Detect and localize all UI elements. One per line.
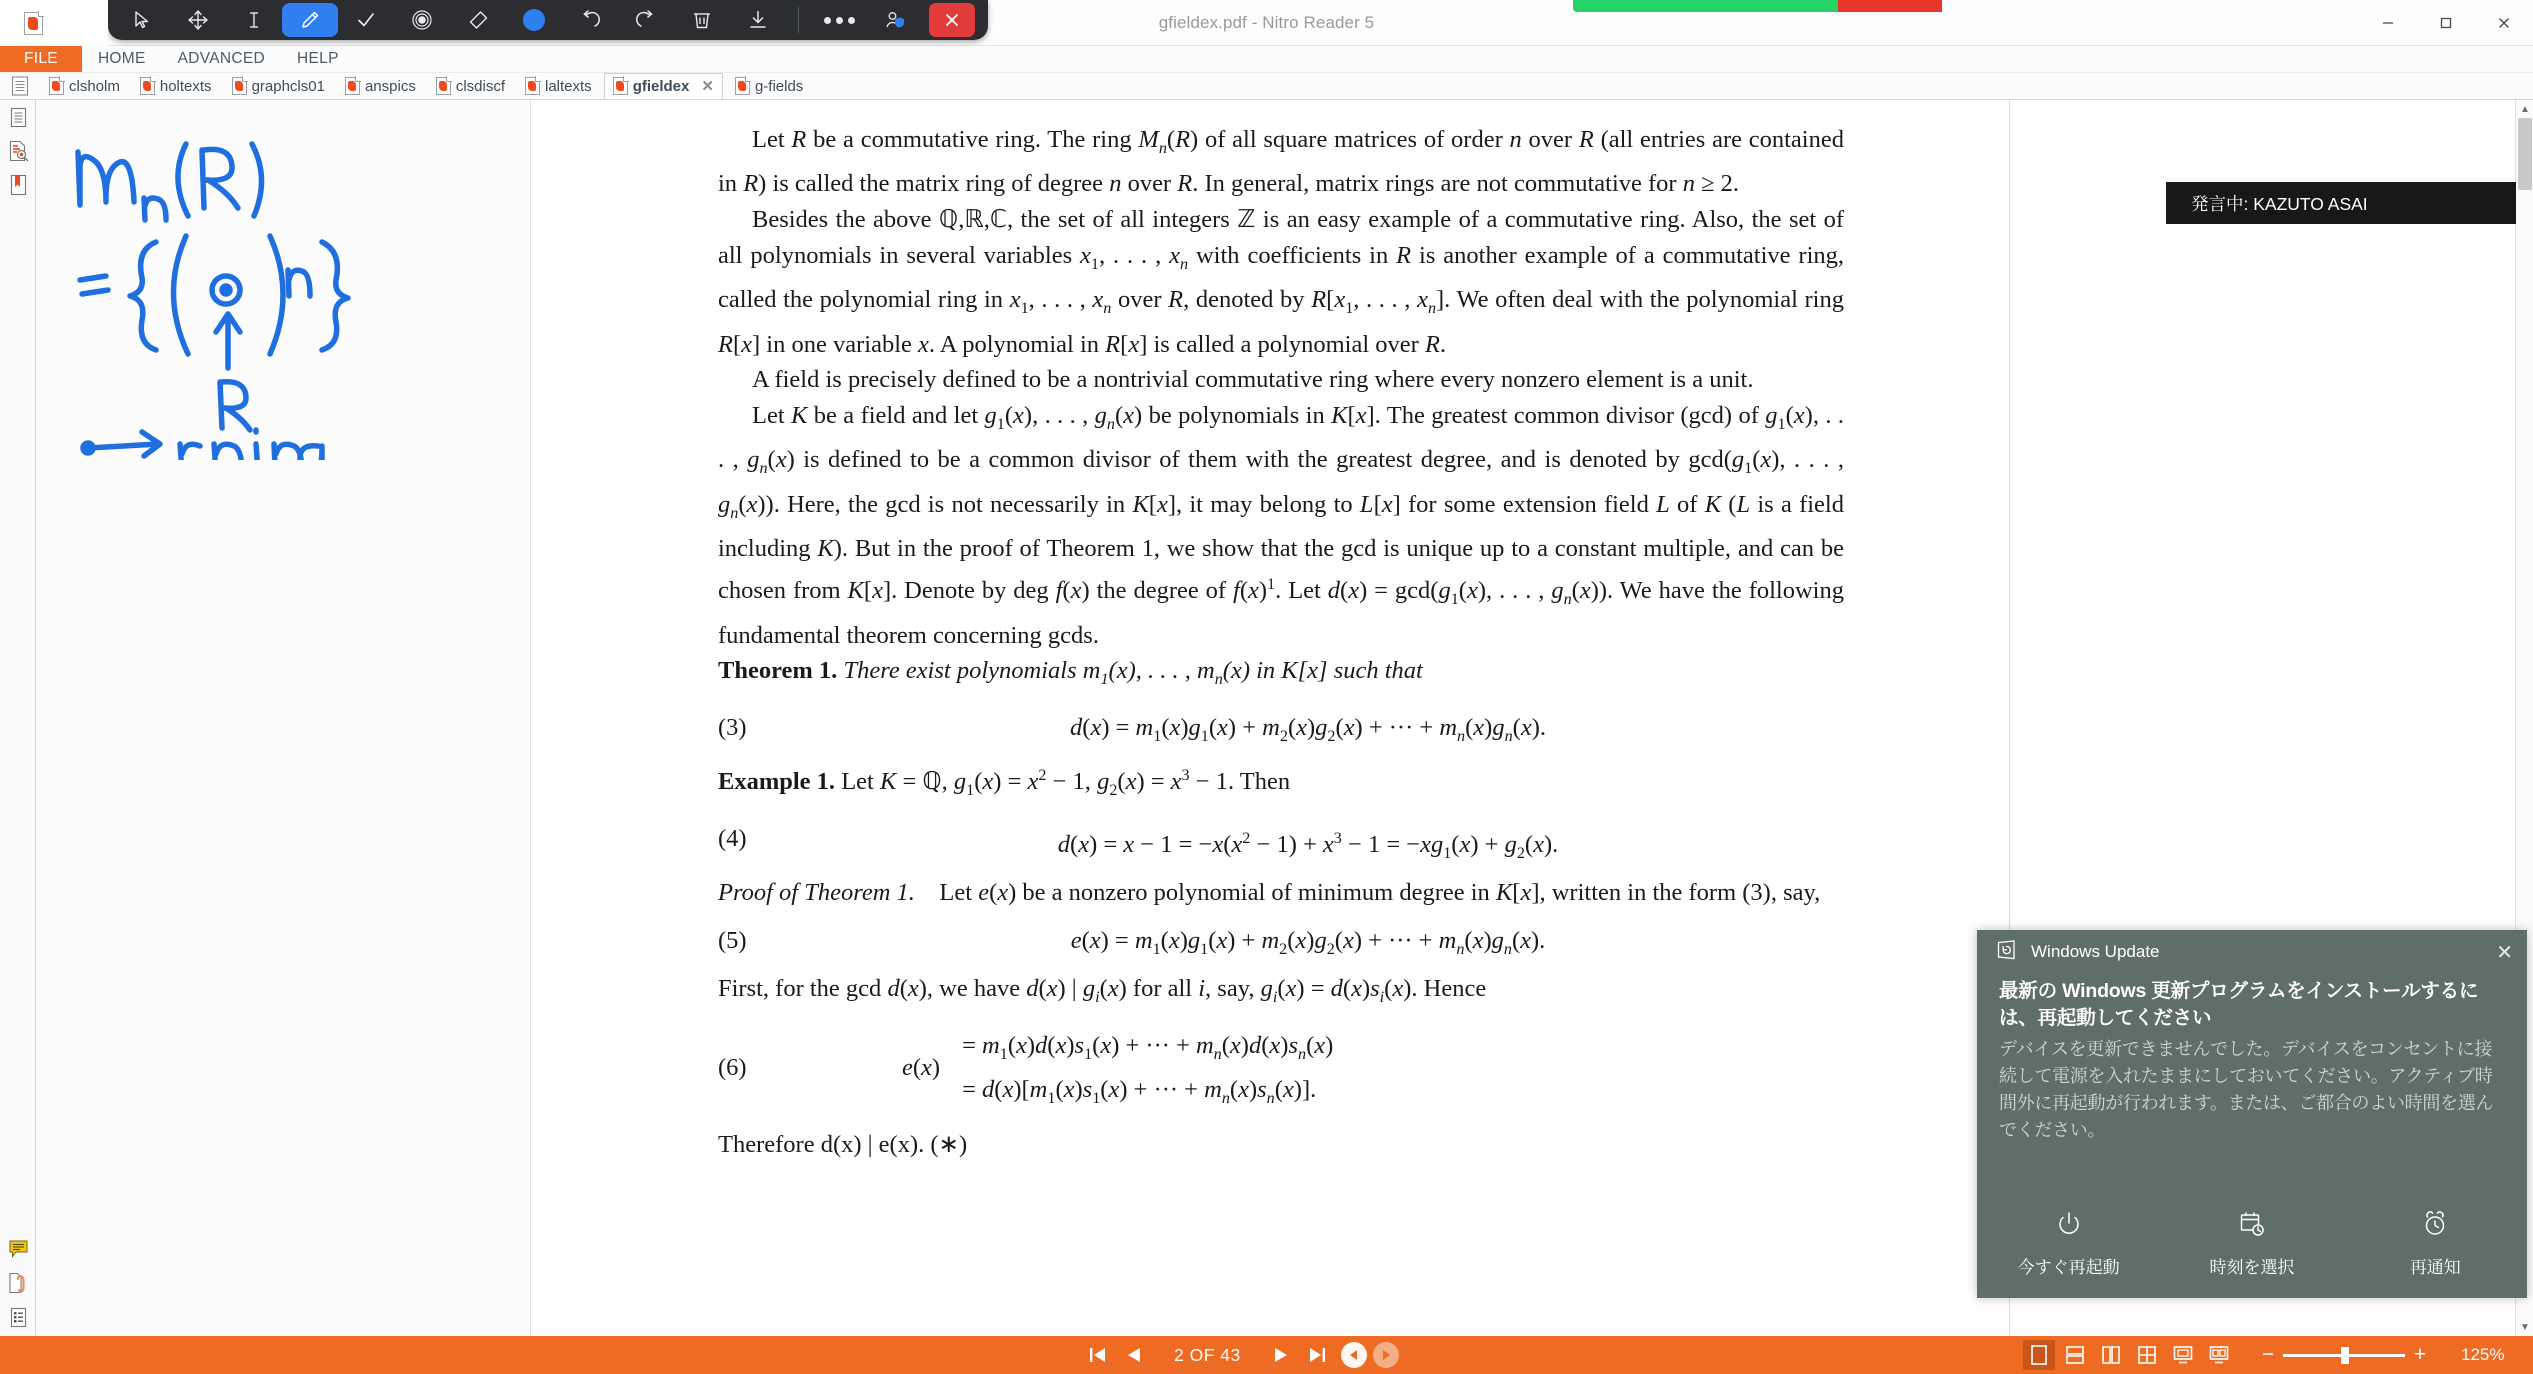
- checkmark-icon[interactable]: [338, 3, 394, 37]
- pdf-file-icon: [49, 77, 64, 95]
- grid-view-button[interactable]: [2131, 1340, 2163, 1370]
- window-title: gfieldex.pdf - Nitro Reader 5: [1158, 13, 1375, 32]
- zoom-slider-group[interactable]: [2253, 1343, 2435, 1367]
- doc-tab-clsholm[interactable]: [41, 73, 128, 99]
- menu-item-file[interactable]: FILE: [0, 46, 82, 72]
- doc-tab-label: anspics: [364, 77, 416, 95]
- zoom-knob[interactable]: [2341, 1347, 2349, 1364]
- zoom-track[interactable]: [2283, 1354, 2405, 1357]
- doc-tab-label: clsholm: [69, 77, 120, 95]
- document-tabbar[interactable]: [0, 73, 2533, 100]
- pen-icon[interactable]: [282, 3, 338, 37]
- doc-tab-label: clsdiscf: [455, 77, 505, 95]
- windows-update-toast[interactable]: [1977, 930, 2527, 1298]
- toolbar-divider: [798, 7, 799, 33]
- theorem-label: Theorem 1.: [718, 657, 838, 685]
- zoom-in-button[interactable]: +: [2413, 1343, 2427, 1366]
- trash-icon[interactable]: [674, 3, 730, 37]
- theorem-statement: Theorem 1. There exist polynomials $m_1(x)$, . . . , $m_n(x)$ in K[x] such that: [718, 657, 1423, 688]
- page-navigation-group[interactable]: [1080, 1336, 1399, 1374]
- fit-width-view-button[interactable]: [2167, 1340, 2199, 1370]
- continuous-view-button[interactable]: [2059, 1340, 2091, 1370]
- toast-snooze-button[interactable]: [2360, 1209, 2510, 1290]
- maximize-button[interactable]: [2417, 0, 2475, 46]
- doc-tab-label: g-fields: [754, 77, 804, 95]
- doc-paragraph: First, for the gcd d(x), we have d(x) | $g_i(x)$ for all i, say, $g_i(x) = d(x)s_i(x)$. Hence: [718, 975, 1487, 1007]
- doc-paragraph: Let R be a commutative ring. The ring $M_n(R)$ of all square matrices of order n over R (all entries are contained in R) is called the matrix ring of degree n over R. In general, matrix rings are not commutative for n ≥ 2.: [718, 126, 1844, 198]
- toast-header: [1977, 930, 2527, 974]
- pdf-text-content: [718, 122, 1844, 1162]
- active-speaker-overlay: [2166, 182, 2516, 224]
- windows-update-icon: [1997, 940, 2019, 965]
- proof-statement: Proof of Theorem 1. Let e(x) be a nonzero polynomial of minimum degree in K[x], written in the form (3), say,: [718, 879, 1821, 907]
- navigate-forward-button[interactable]: [1373, 1342, 1399, 1368]
- example-statement: Example 1. Let K = ℚ, $g_1(x) = x^2 - 1$, $g_2(x) = x^3 - 1$. Then: [718, 767, 1291, 800]
- navigate-back-button[interactable]: [1341, 1342, 1367, 1368]
- doc-tab-label: graphcls01: [251, 77, 325, 95]
- recording-indicator-red: [1838, 0, 1942, 12]
- close-icon[interactable]: [929, 3, 975, 37]
- doc-tab-label: holtexts: [159, 77, 212, 95]
- doc-tab-label: laltexts: [545, 77, 592, 95]
- equation-number: (5): [718, 926, 747, 954]
- menu-item-home[interactable]: HOME: [97, 50, 146, 67]
- doc-paragraph: A field is precisely defined to be a nontrivial commutative ring where every nonzero element is a unit.: [752, 366, 1754, 394]
- doc-tab-gfieldex[interactable]: [604, 73, 723, 99]
- menu-item-advanced[interactable]: ADVANCED: [177, 50, 266, 67]
- equation-body: $e(x) = m_1(x)g_1(x) + m_2(x)g_2(x)$ + ··· + $m_n(x)g_n(x)$.: [1070, 926, 1546, 958]
- doc-tab-anspics[interactable]: [337, 73, 424, 99]
- window-controls: [2359, 0, 2533, 46]
- nitro-logo-icon: [24, 12, 43, 35]
- pdf-file-icon: [345, 77, 360, 95]
- first-page-button[interactable]: [1080, 1336, 1116, 1374]
- scroll-down-arrow[interactable]: ▼: [2520, 1321, 2530, 1333]
- equation-number: (6): [718, 1053, 747, 1081]
- scroll-up-arrow[interactable]: ▲: [2520, 103, 2530, 115]
- equation-body: $d(x) = m_1(x)g_1(x) + m_2(x)g_2(x)$ + ··· + $m_n(x)g_n(x)$.: [1070, 713, 1546, 745]
- example-label: Example 1.: [718, 768, 836, 796]
- doc-tab-clsdiscf[interactable]: [428, 73, 513, 99]
- toast-app-name: Windows Update: [2031, 942, 2160, 961]
- pdf-file-icon: [436, 77, 451, 95]
- page-indicator[interactable]: 2 OF 43: [1174, 1344, 1241, 1365]
- toast-description: デバイスを更新できませんでした。デバイスをコンセントに接続して電源を入れたままにしておいてください。アクティブ時間外に再起動が行われます。または、ご都合のよい時間を選んでください。: [1999, 1039, 2494, 1140]
- more-dots-icon[interactable]: [811, 3, 867, 37]
- minimize-button[interactable]: [2359, 0, 2417, 46]
- pdf-file-icon: [525, 77, 540, 95]
- tab-list-icon[interactable]: [3, 73, 37, 99]
- layers-icon[interactable]: [0, 1300, 36, 1334]
- left-navigation-rail[interactable]: [0, 100, 36, 1336]
- attachments-icon[interactable]: [0, 1266, 36, 1300]
- doc-tab-close-icon[interactable]: ✕: [701, 78, 714, 95]
- zoom-level-value[interactable]: 125%: [2461, 1345, 2505, 1364]
- two-page-view-button[interactable]: [2095, 1340, 2127, 1370]
- proof-label: Proof of Theorem 1.: [718, 879, 915, 907]
- download-icon[interactable]: [730, 3, 786, 37]
- equation-number: (3): [718, 713, 747, 741]
- alarm-clock-icon: [2420, 1209, 2450, 1244]
- eraser-icon[interactable]: [450, 3, 506, 37]
- redo-icon[interactable]: [618, 3, 674, 37]
- toast-body: [1977, 974, 2527, 1144]
- zoom-out-button[interactable]: −: [2261, 1343, 2275, 1366]
- equation-body: $d(x) = x - 1 = -x(x^2 - 1) + x^3 - 1 = -xg_1(x) + g_2(x)$.: [1057, 829, 1559, 862]
- person-shield-icon[interactable]: [867, 3, 923, 37]
- toast-pick-time-button[interactable]: [2177, 1209, 2327, 1290]
- menu-item-help[interactable]: HELP: [297, 50, 339, 67]
- equation-number: (4): [718, 824, 747, 852]
- closing-line: Therefore d(x) | e(x). (∗): [718, 1130, 968, 1158]
- calendar-clock-icon: [2237, 1209, 2267, 1244]
- last-page-button[interactable]: [1299, 1336, 1335, 1374]
- ribbon-menubar[interactable]: [0, 46, 2533, 73]
- doc-tab-graphcls01[interactable]: [224, 73, 333, 99]
- equation-5: [718, 923, 1844, 967]
- fit-page-view-button[interactable]: [2203, 1340, 2235, 1370]
- toast-action-label: 時刻を選択: [2209, 1258, 2295, 1277]
- bookmarks-icon[interactable]: [0, 168, 36, 202]
- toast-actions[interactable]: [1977, 1209, 2527, 1290]
- search-document-icon[interactable]: [0, 134, 36, 168]
- text-cursor-icon[interactable]: [226, 3, 282, 37]
- active-speaker-label: 発言中: KAZUTO ASAI: [2191, 193, 2368, 214]
- close-window-button[interactable]: [2475, 0, 2533, 46]
- equation-body: e(x) = $m_1(x)d(x)s_1(x)$ + ··· + $m_n(x)d(x)s_n(x)$ = $d(x)[m_1(x)s_1(x)$ + ··· + $m_n(x)s_n(x)$].: [902, 1031, 1334, 1108]
- left-rail-bottom-group[interactable]: [0, 1232, 36, 1334]
- pdf-file-icon: [613, 77, 628, 95]
- pdf-file-icon: [140, 77, 155, 95]
- toast-action-label: 今すぐ再起動: [2017, 1258, 2120, 1277]
- view-controls-group[interactable]: [2023, 1340, 2521, 1370]
- doc-tab-holtexts[interactable]: [132, 73, 220, 99]
- equation-3: [718, 710, 1844, 754]
- move-arrows-icon[interactable]: [170, 3, 226, 37]
- pages-panel-icon[interactable]: [0, 100, 36, 134]
- recording-indicator-green: [1573, 0, 1838, 12]
- toast-close-icon[interactable]: ✕: [2496, 941, 2513, 964]
- handwritten-ink-annotation[interactable]: [56, 110, 486, 460]
- toast-action-label: 再通知: [2409, 1258, 2461, 1277]
- equation-6: [718, 1028, 1844, 1117]
- cursor-icon[interactable]: [114, 3, 170, 37]
- pdf-file-icon: [232, 77, 247, 95]
- scrollbar-thumb[interactable]: [2518, 118, 2532, 190]
- doc-paragraph: Let K be a field and let $g_1(x)$, . . . , $g_n(x)$ be polynomials in K[x]. The greatest common divisor (gcd) of $g_1(x)$, . . . , $g_n(x)$ is defined to be a common divisor of them with the greatest degree, and is denoted by $\gcd(g_1(x)$, . . . , $g_n(x)$). Here, the gcd is not necessarily in K[x], it may belong to L[x] for some extension field L of K (L is a field including K). But in the proof of Theorem 1, we show that the gcd is unique up to a constant multiple, and can be chosen from K[x]. Denote by deg f(x) the degree of $f(x)^1$. Let $d(x) = \gcd(g_1(x)$, . . . , $g_n(x)$). We have the following fundamental theorem concerning gcds.: [718, 401, 1845, 649]
- app-logo-corner: [0, 0, 108, 46]
- status-bar[interactable]: [0, 1336, 2533, 1374]
- annotation-toolbar[interactable]: [108, 0, 988, 40]
- toast-restart-now-button[interactable]: [1994, 1209, 2144, 1290]
- doc-paragraph: Besides the above ℚ,ℝ,ℂ, the set of all integers ℤ is an easy example of a commutative ring. Also, the set of all polynomials in several variables $x_1$, . . . , $x_n$ with coefficients in R is another example of a commutative ring, called the polynomial ring in $x_1$, . . . , $x_n$ over R, denoted by $R[x_1$, . . . , $x_n$]. We often deal with the polynomial ring R[x] in one variable x. A polynomial in R[x] is called a polynomial over R.: [718, 206, 1845, 358]
- undo-icon[interactable]: [562, 3, 618, 37]
- record-target-icon[interactable]: [394, 3, 450, 37]
- comments-icon[interactable]: [0, 1232, 36, 1266]
- doc-tab-laltexts[interactable]: [517, 73, 600, 99]
- doc-tab-label: gfieldex: [632, 77, 690, 95]
- pdf-file-icon: [735, 77, 750, 95]
- doc-tab-g-fields[interactable]: [727, 73, 811, 99]
- toast-headline: 最新の Windows 更新プログラムをインストールするには、再起動してください: [1999, 980, 2479, 1029]
- power-icon: [2054, 1209, 2084, 1244]
- equation-4: [718, 821, 1844, 872]
- single-page-view-button[interactable]: [2023, 1340, 2055, 1370]
- previous-page-button[interactable]: [1116, 1336, 1152, 1374]
- next-page-button[interactable]: [1263, 1336, 1299, 1374]
- color-dot-icon[interactable]: [506, 3, 562, 37]
